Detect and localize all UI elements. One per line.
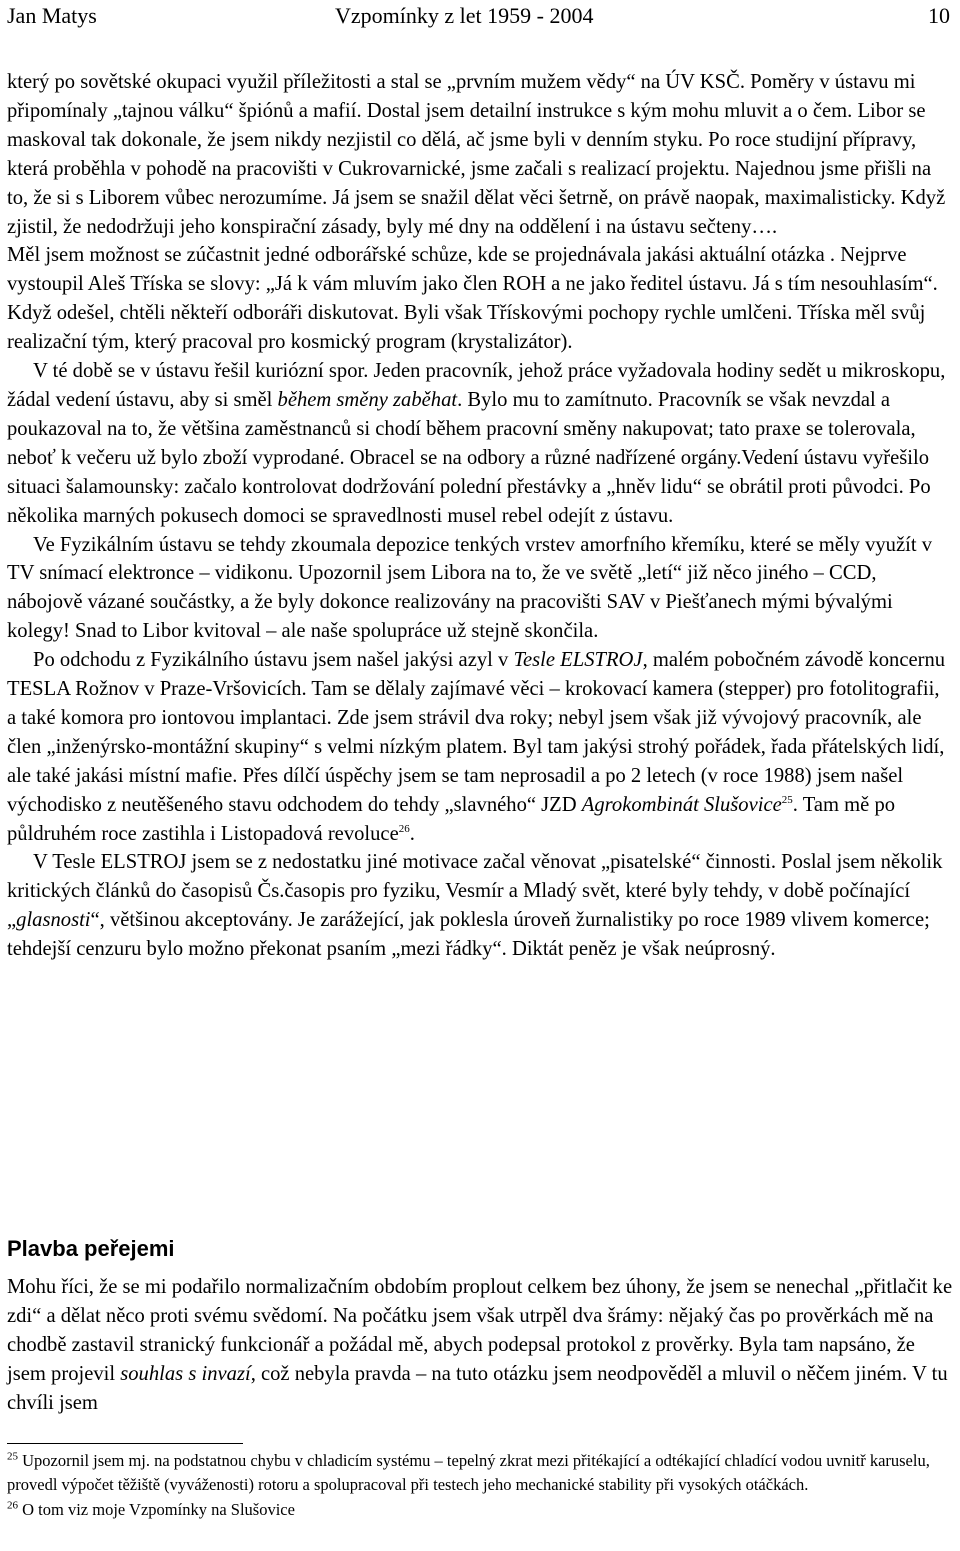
paragraph-5-text: Po odchodu z Fyzikálního ústavu jsem našel jakýsi azyl v [33,649,514,672]
footnote-ref-26[interactable]: 26 [398,822,410,835]
paragraph-5-text-middle: , malém pobočném závodě koncernu TESLA Rožnov v Praze-Vršovicích. Tam se dělaly zajímavé věci – krokovací kamera (stepper) pro fotolitografii, a také komora pro iontovou implantaci. Zde jsem strávil dva roky; nebyl jsem však již vývojový pracovník, ale člen „inženýrsko-montážní skupiny“ s velmi nízkým platem. Byl tam jakýsi strohý pořádek, řada přátelských lidí, ale také jakási místní mafie. Přes dílčí úspěchy jsem se tam neprosadil a po 2 letech (v roce 1988) jsem našel východisko z neutěšeného stavu odchodem do tehdy „slavného“ JZD [7,649,946,816]
page-number: 10 [928,3,950,28]
paragraph-3-italic: během směny zaběhat [277,388,458,411]
paragraph-3 [7,357,953,530]
paragraph-5-italic-tesla: Tesle ELSTROJ [513,649,643,672]
header-author: Jan Matys [7,3,97,28]
section-paragraph-text-end: , což nebyla pravda – na tuto otázku jsem neodpověděl a mluvil o něčem jiném. V tu chvíli jsem [7,1362,948,1414]
paragraph-5 [7,646,953,848]
section-heading: Plavba peřejemi [7,1236,175,1261]
main-text [7,68,953,964]
footnote-26 [7,1498,953,1522]
footnote-number-26: 26 [7,1499,18,1512]
paragraph-4 [7,531,953,647]
paragraph-3-text-end: . Bylo mu to zamítnuto. Pracovník se však nevzdal a poukazoval na to, že většina zaměstnanců si chodí během pracovní směny nakupovat; tato praxe se tolerovala, neboť k večeru už bylo zboží vyprodané. Obracel se na odbory a různé nadřízené orgány.Vedení ústavu vyřešilo situaci šalamounsky: začalo kontrolovat dodržování polední přestávky a „hněv lidu“ se obrátil proti původci. Po několika marných pokusech domoci se spravedlnosti musel rebel odejít z ústavu. [7,388,931,527]
footnote-number-25: 25 [7,1450,18,1463]
paragraph-6 [7,848,953,964]
footnote-26-text: O tom viz moje Vzpomínky na Slušovice [18,1499,295,1519]
footnotes [7,1449,953,1522]
paragraph-6-text-end: “, většinou akceptovány. Je zarážející, jak poklesla úroveň žurnalistiky po roce 1989 vlivem komerce; tehdejší cenzuru bylo možno překonat psaním „mezi řádky“. Diktát peněz je však neúprosný. [7,909,930,961]
paragraph-6-text: V Tesle ELSTROJ jsem se z nedostatku jiné motivace začal věnovat „pisatelské“ činnosti. Poslal jsem několik kritických článků do časopisů Čs.časopis pro fyziku, Vesmír a Mladý svět, které byly tehdy, v době počínající „ [7,851,943,932]
page-header [0,2,960,32]
paragraph-5-text-end: . [409,822,415,845]
paragraph-6-italic: glasnosti [16,909,91,932]
section-text [7,1273,953,1418]
header-title: Vzpomínky z let 1959 - 2004 [335,3,594,28]
section-paragraph-italic: souhlas s invazí [120,1362,251,1385]
footnote-25-text: Upozornil jsem mj. na podstatnou chybu v chladicím systému – tepelný zkrat mezi přitékající a odtékající chladící vodou uvnitř karuselu, provedl výpočet těžiště (vyváženosti) rotoru a spolupracoval při testech jeho mechanické stability při vysokých otáčkách. [7,1451,930,1495]
footnote-25 [7,1449,953,1498]
paragraph-5-text-after: . Tam mě po půldruhém roce zastihla i Listopadová revoluce [7,793,896,845]
paragraph-3-text: V té době se v ústavu řešil kuriózní spor. Jeden pracovník, jehož práce vyžadovala hodiny sedět u mikroskopu, žádal vedení ústavu, aby si směl [7,360,946,411]
paragraph-2: Měl jsem možnost se zúčastnit jedné odborářské schůze, kde se projednávala jakási aktuální otázka . Nejprve vystoupil Aleš Tříska se slovy: „Já k vám mluvím jako člen ROH a ne jako ředitel ústavu. Já s tím nesouhlasím“. Když odešel, chtěli někteří odboráři diskutovat. Byli však Třískovými pochopy rychle umlčeni. Tříska měl svůj realizační tým, který pracoval pro kosmický program (krystalizátor). [7,244,938,354]
section-paragraph-text: Mohu říci, že se mi podařilo normalizačním obdobím proplout celkem bez úhony, že jsem se nenechal „přitlačit ke zdi“ a dělat něco proti svému svědomí. Na počátku jsem však utrpěl dva šrámy: nějaký čas po prověrkách mě na chodbě zastavil stranický funkcionář a požádal mě, abych podepsal protokol z prověrky. Byla tam napsáno, že jsem projevil [7,1276,953,1385]
paragraph-4-text: Ve Fyzikálním ústavu se tehdy zkoumala depozice tenkých vrstev amorfního křemíku, které se měly využít v TV snímací elektronce – vidikonu. Upozornil jsem Libora na to, že ve světě „letí“ již něco jiného – CCD, nábojově vázané součástky, a že byly dokonce realizovány na pracovišti SAV v Piešťanech mými bývalými kolegy! Snad to Libor kvitoval – ale naše spolupráce už stejně skončila. [7,533,933,643]
paragraph-1: který po sovětské okupaci využil příležitosti a stal se „prvním mužem vědy“ na ÚV KSČ. Poměry v ústavu mi připomínaly „tajnou válku“ špiónů a mafií. Dostal jsem detailní instrukce s kým mohu mluvit a o čem. Libor se maskoval tak dokonale, že jsem nikdy nezjistil co dělá, ač jsme byli v denním styku. Po roce studijní přípravy, která proběhla v pohodě na pracovišti v Cukrovarnické, jsme začali s realizací projektu. Najednou jsme přišli na to, že si s Liborem vůbec nerozumíme. Já jsem se snažil dělat věci šetrně, on právě naopak, maximalisticky. Když zjistil, že nedodržuji jeho konspirační zásady, byly mé dny na oddělení i na ústavu sečteny…. [7,71,946,238]
footnote-divider [7,1443,243,1444]
paragraph-5-italic-agro: Agrokombinát Slušovice [581,793,782,816]
footnote-ref-25[interactable]: 25 [781,793,793,806]
section-paragraph [7,1273,953,1418]
